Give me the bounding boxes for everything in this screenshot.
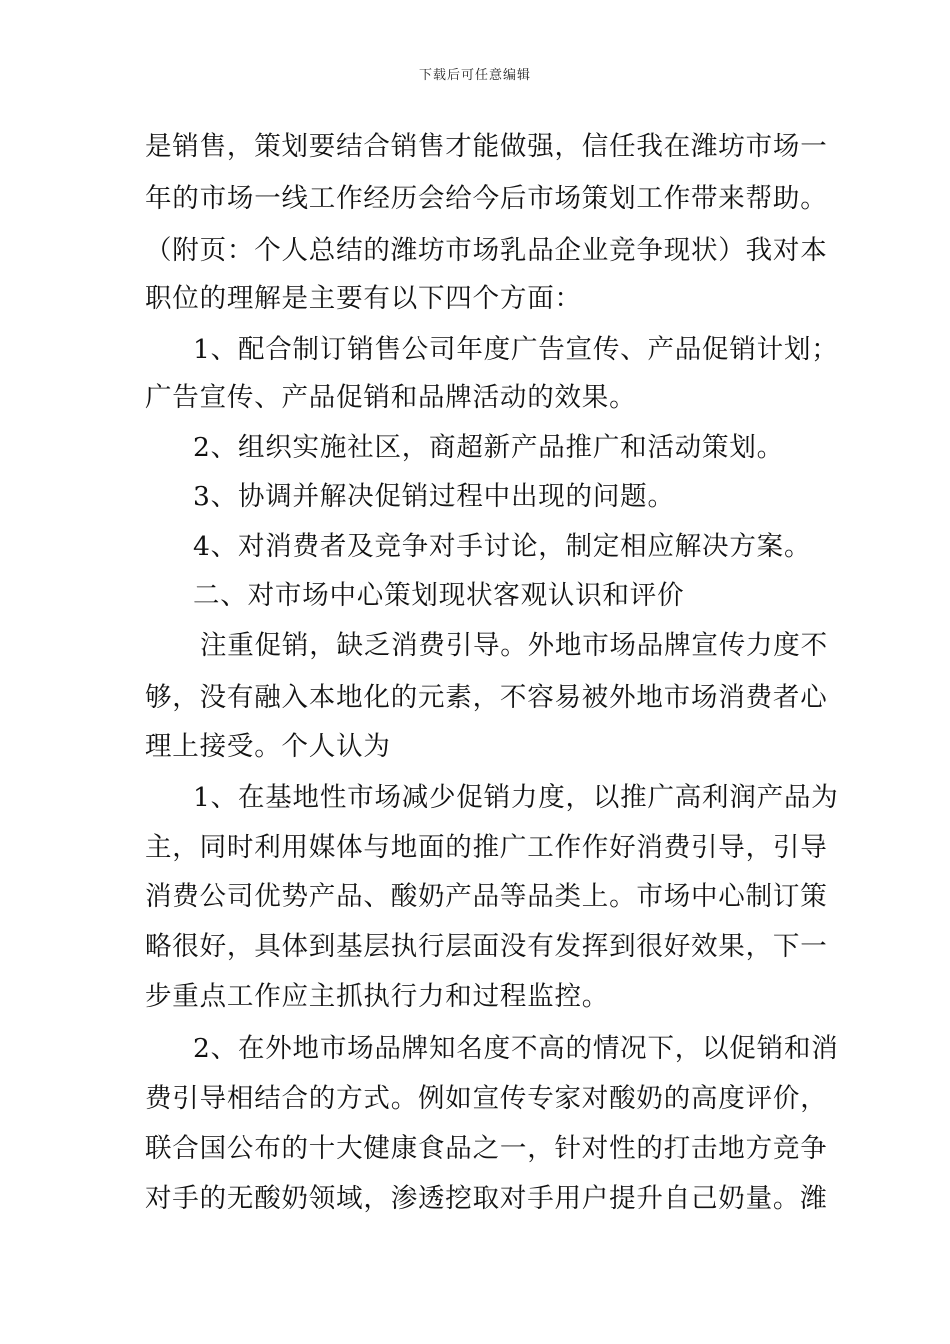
body-text-line: 职位的理解是主要有以下四个方面：	[145, 283, 582, 314]
body-text-line: 联合国公布的十大健康食品之一，针对性的打击地方竞争	[145, 1133, 828, 1164]
body-text-line: 2、在外地市场品牌知名度不高的情况下，以促销和消	[193, 1033, 839, 1064]
body-text-line: 理上接受。个人认为	[145, 731, 391, 762]
body-text-line: 步重点工作应主抓执行力和过程监控。	[145, 981, 610, 1012]
body-text-line: （附页：个人总结的潍坊市场乳品企业竞争现状）我对本	[145, 235, 828, 266]
body-text-line: 对手的无酸奶领域，渗透挖取对手用户提升自己奶量。潍	[145, 1183, 828, 1214]
body-text-line: 2、组织实施社区，商超新产品推广和活动策划。	[193, 432, 784, 463]
page-header: 下载后可任意编辑	[418, 68, 531, 83]
body-text-line: 略很好，具体到基层执行层面没有发挥到很好效果，下一	[145, 931, 828, 962]
body-text-line: 年的市场一线工作经历会给今后市场策划工作带来帮助。	[145, 183, 828, 214]
body-text-line: 是销售，策划要结合销售才能做强，信任我在潍坊市场一	[145, 131, 828, 162]
body-text-line: 3、协调并解决促销过程中出现的问题。	[193, 481, 675, 512]
section-heading: 二、对市场中心策划现状客观认识和评价	[193, 580, 685, 611]
body-text-line: 1、配合制订销售公司年度广告宣传、产品促销计划；	[193, 334, 839, 365]
body-text-line: 费引导相结合的方式。例如宣传专家对酸奶的高度评价，	[145, 1083, 828, 1114]
body-text-line: 主，同时利用媒体与地面的推广工作作好消费引导，引导	[145, 832, 828, 863]
body-text-line: 消费公司优势产品、酸奶产品等品类上。市场中心制订策	[145, 881, 828, 912]
body-text-line: 广告宣传、产品促销和品牌活动的效果。	[145, 382, 637, 413]
body-text-line: 1、在基地性市场减少促销力度，以推广高利润产品为	[193, 782, 839, 813]
body-text-line: 够，没有融入本地化的元素，不容易被外地市场消费者心	[145, 682, 828, 713]
body-text-line: 注重促销，缺乏消费引导。外地市场品牌宣传力度不	[200, 630, 828, 661]
body-text-line: 4、对消费者及竞争对手讨论，制定相应解决方案。	[193, 531, 812, 562]
